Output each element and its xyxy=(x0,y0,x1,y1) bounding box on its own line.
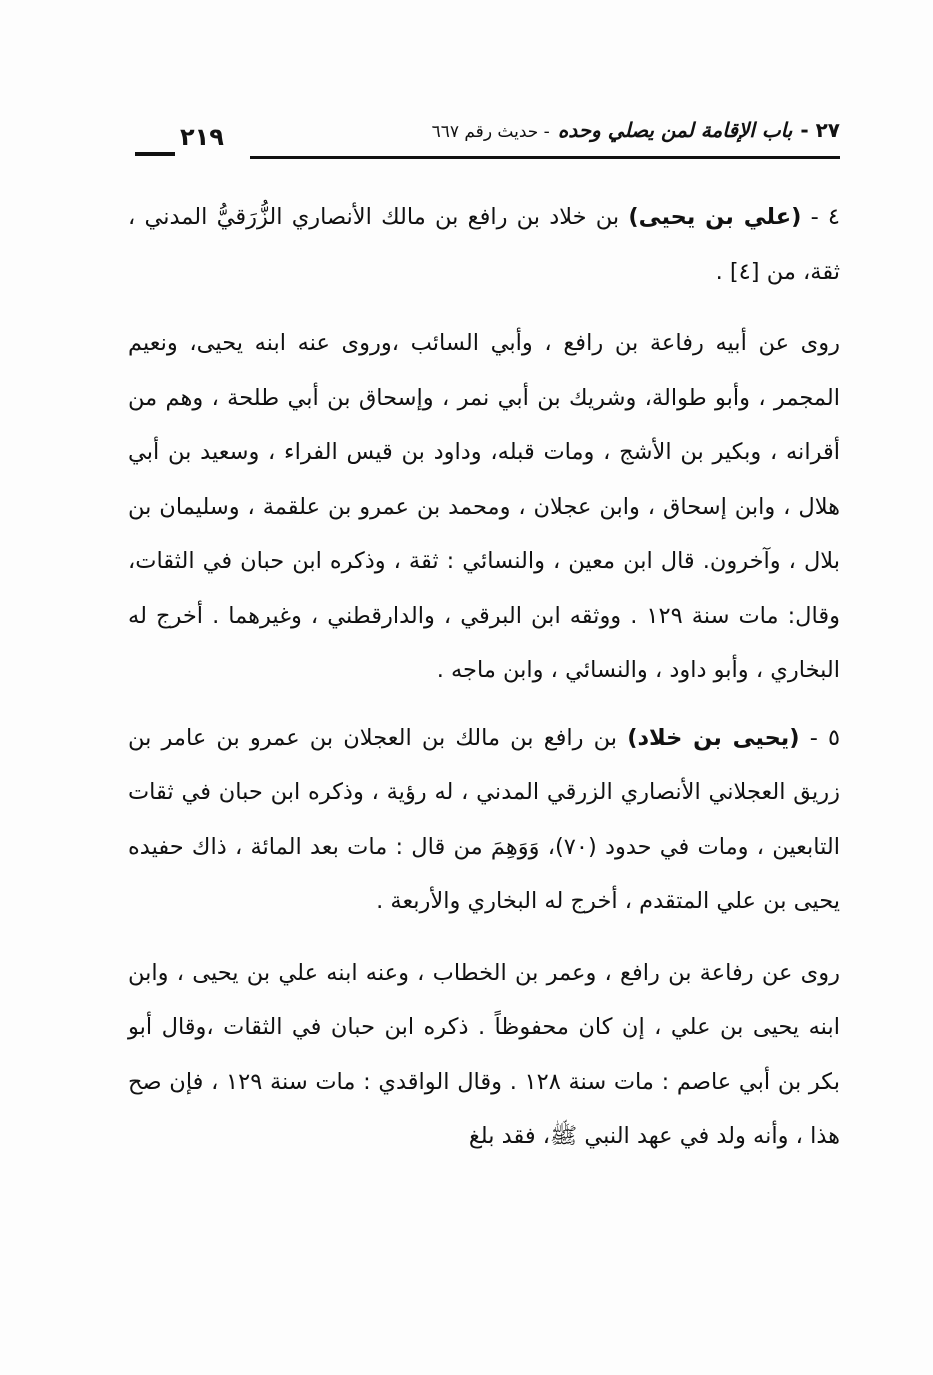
narrator-details: روى عن رفاعة بن رافع ، وعمر بن الخطاب ، وعنه ابنه علي بن يحيى ، وابن ابنه يحيى بن علي ، إن كان محفوظاً . ذكره ابن حبان في الثقات ،وقال أبو بكر بن أبي عاصم : مات سنة ١٢٨ . وقال الواقدي : مات سنة ١٢٩ ، فإن صح هذا ، وأنه ولد في عهد النبي ﷺ، فقد بلغ xyxy=(128,959,840,1149)
narrator-name: (علي بن يحيى) xyxy=(628,204,802,230)
narrator-entry xyxy=(128,190,840,299)
hadith-label: - حديث رقم ٦٦٧ xyxy=(431,122,550,142)
page-number: ٢١٩ xyxy=(180,123,224,151)
narrator-name: (يحيى بن خلاد) xyxy=(627,724,800,751)
entry-number: ٤ - xyxy=(810,204,840,230)
narrator-entry xyxy=(128,711,840,929)
page-body xyxy=(128,190,840,1164)
entry-number: ٥ - xyxy=(809,724,841,751)
header-rule xyxy=(250,156,840,159)
running-head xyxy=(432,118,840,142)
entry-text: بن خلاد بن رافع بن مالك الأنصاري الزُّرَقيُّ المدني ، ثقة، من [٤] . xyxy=(128,204,840,285)
page-number-dash xyxy=(135,152,175,156)
narrator-details: روى عن أبيه رفاعة بن رافع ، وأبي السائب ،وروى عنه ابنه يحيى، ونعيم المجمر ، وأبو طوالة، وشريك بن أبي نمر ، وإسحاق بن أبي طلحة ، وهم من أقرانه ، وبكير بن الأشج ، ومات قبله، وداود بن قيس الفراء ، وسعيد بن أبي هلال ، وابن إسحاق ، وابن عجلان ، ومحمد بن عمرو بن علقمة ، وسليمان بن بلال ، وآخرون. قال ابن معين ، والنسائي : ثقة ، وذكره ابن حبان في الثقات، وقال: مات سنة ١٢٩ . ووثقه ابن البرقي ، والدارقطني ، وغيرهما . أخرج له البخاري ، وأبو داود ، والنسائي ، وابن ماجه . xyxy=(128,330,841,683)
chapter-title: باب الإقامة لمن يصلي وحده xyxy=(557,118,793,142)
page-header xyxy=(130,118,840,168)
chapter-number: ٢٧ - xyxy=(800,118,840,142)
entry-text: بن رافع بن مالك بن العجلان بن عمرو بن عامر بن زريق العجلاني الأنصاري الزرقي المدني ، له رؤية ، وذكره ابن حبان في ثقات التابعين ، ومات في حدود (٧٠)، وَوَهِمَ من قال : مات بعد المائة ، ذاك حفيده يحيى بن علي المتقدم ، أخرج له البخاري والأربعة . xyxy=(128,724,841,914)
